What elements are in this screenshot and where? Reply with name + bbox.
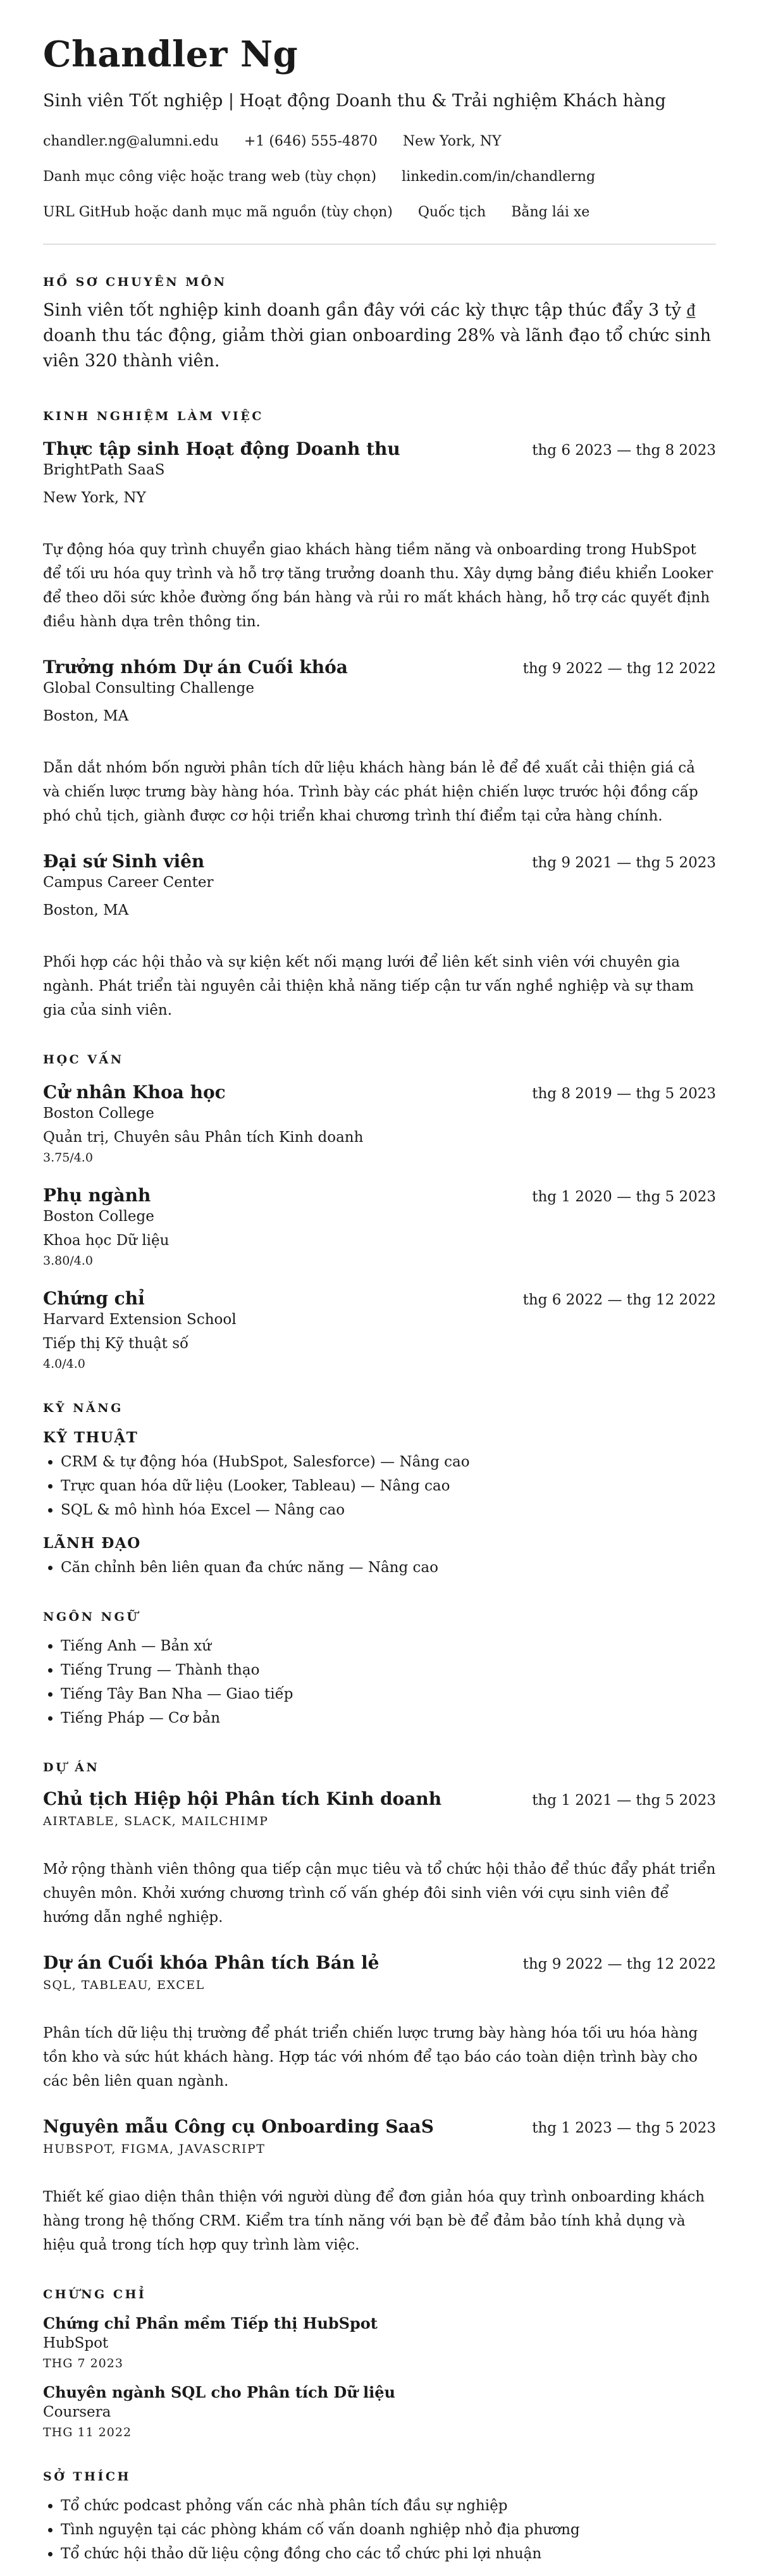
education-field: Khoa học Dữ liệu: [43, 1232, 170, 1249]
certification-entry: [43, 2314, 716, 2370]
education-school: Boston College: [43, 1105, 154, 1122]
skill-item: • CRM & tự động hóa (HubSpot, Salesforce) — Nâng cao: [61, 1450, 716, 1474]
contact-location: New York, NY: [402, 133, 502, 149]
language-item: • Tiếng Anh — Bản xứ: [61, 1634, 716, 1658]
header-divider: [43, 244, 716, 245]
interest-item: • Tổ chức hội thảo dữ liệu cộng đồng cho các tổ chức phi lợi nhuận: [61, 2542, 716, 2566]
experience-dates: thg 9 2022 — thg 12 2022: [522, 660, 716, 677]
project-name: Chủ tịch Hiệp hội Phân tích Kinh doanh: [43, 1788, 442, 1809]
certification-name: Chứng chỉ Phần mềm Tiếp thị HubSpot: [43, 2313, 378, 2332]
contact-phone[interactable]: +1 (646) 555-4870: [244, 133, 378, 149]
contact-linkedin[interactable]: linkedin.com/in/chandlerng: [402, 168, 596, 185]
project-desc: Phân tích dữ liệu thị trường để phát triển chiến lược trưng bày hàng hóa tối ưu hóa hàng tồn kho và sức hút khách hàng. Hợp tác với nhóm để tạo báo cáo toàn diện trình bày cho các bên liên quan ngành.: [43, 2024, 698, 2090]
experience-role: Đại sứ Sinh viên: [43, 850, 205, 872]
education-field: Quản trị, Chuyên sâu Phân tích Kinh doanh: [43, 1129, 364, 1146]
education-school: Boston College: [43, 1208, 154, 1225]
experience-dates: thg 6 2023 — thg 8 2023: [532, 442, 716, 459]
certification-date: THG 11 2022: [43, 2425, 132, 2439]
certification-entry: [43, 2383, 716, 2439]
language-item: • Tiếng Trung — Thành thạo: [61, 1658, 716, 1682]
skill-list: [43, 1556, 716, 1580]
experience-role: Thực tập sinh Hoạt động Doanh thu: [43, 438, 400, 459]
section-title-languages: NGÔN NGỮ: [43, 1609, 140, 1624]
project-dates: thg 1 2021 — thg 5 2023: [532, 1792, 716, 1809]
project-name: Nguyên mẫu Công cụ Onboarding SaaS: [43, 2115, 434, 2137]
project-tech: AIRTABLE, SLACK, MAILCHIMP: [43, 1814, 269, 1828]
experience-location: Boston, MA: [43, 707, 129, 724]
experience-org: Global Consulting Challenge: [43, 679, 254, 697]
project-entry: [43, 1952, 716, 2093]
education-gpa: 3.75/4.0: [43, 1150, 93, 1165]
contact-row-3: [43, 202, 716, 223]
certification-issuer: Coursera: [43, 2403, 111, 2420]
contact-license: Bằng lái xe: [511, 204, 590, 220]
project-dates: thg 1 2023 — thg 5 2023: [532, 2119, 716, 2136]
project-desc: Thiết kế giao diện thân thiện với người dùng để đơn giản hóa quy trình onboarding khách hàng trong hệ thống CRM. Kiểm tra tính năng với bạn bè để đảm bảo tính khả dụng và hiệu quả trong tích hợp quy trình làm việc.: [43, 2188, 705, 2253]
skill-item: • Căn chỉnh bên liên quan đa chức năng — Nâng cao: [61, 1556, 716, 1580]
experience-entry: [43, 438, 716, 634]
education-school: Harvard Extension School: [43, 1311, 237, 1328]
project-name: Dự án Cuối khóa Phân tích Bán lẻ: [43, 1952, 379, 1973]
education-entry: [43, 1082, 716, 1165]
education-dates: thg 6 2022 — thg 12 2022: [522, 1291, 716, 1308]
education-field: Tiếp thị Kỹ thuật số: [43, 1335, 189, 1352]
candidate-subtitle: Sinh viên Tốt nghiệp | Hoạt động Doanh thu & Trải nghiệm Khách hàng: [43, 90, 666, 111]
contact-portfolio[interactable]: Danh mục công việc hoặc trang web (tùy chọn): [43, 168, 377, 185]
section-title-summary: HỒ SƠ CHUYÊN MÔN: [43, 275, 227, 289]
education-degree: Cử nhân Khoa học: [43, 1081, 226, 1103]
section-title-experience: KINH NGHIỆM LÀM VIỆC: [43, 409, 264, 423]
contact-row-1: [43, 131, 716, 152]
skill-group-title: LÃNH ĐẠO: [43, 1534, 141, 1552]
project-entry: [43, 1788, 716, 1929]
candidate-name: Chandler Ng: [43, 34, 299, 75]
project-tech: HUBSPOT, FIGMA, JAVASCRIPT: [43, 2141, 266, 2156]
education-dates: thg 1 2020 — thg 5 2023: [532, 1188, 716, 1205]
project-entry: [43, 2116, 716, 2257]
project-dates: thg 9 2022 — thg 12 2022: [522, 1955, 716, 1972]
experience-dates: thg 9 2021 — thg 5 2023: [532, 854, 716, 871]
experience-location: Boston, MA: [43, 901, 129, 919]
experience-org: Campus Career Center: [43, 874, 214, 891]
skill-group-title: KỸ THUẬT: [43, 1428, 139, 1446]
language-item: • Tiếng Pháp — Cơ bản: [61, 1706, 716, 1730]
skill-item: • Trực quan hóa dữ liệu (Looker, Tableau) — Nâng cao: [61, 1474, 716, 1498]
interest-item: • Tình nguyện tại các phòng khám cố vấn doanh nghiệp nhỏ địa phương: [61, 2518, 716, 2542]
summary-text: Sinh viên tốt nghiệp kinh doanh gần đây với các kỳ thực tập thúc đẩy 3 tỷ ₫ doanh thu tác động, giảm thời gian onboarding 28% và lãnh đạo tổ chức sinh viên 320 thành viên.: [43, 300, 712, 371]
certification-name: Chuyên ngành SQL cho Phân tích Dữ liệu: [43, 2382, 395, 2401]
education-gpa: 3.80/4.0: [43, 1253, 93, 1268]
education-degree: Phụ ngành: [43, 1184, 151, 1206]
skill-list: [43, 1450, 716, 1522]
section-title-certifications: CHỨNG CHỈ: [43, 2287, 147, 2301]
certification-issuer: HubSpot: [43, 2334, 109, 2351]
contact-nationality: Quốc tịch: [417, 204, 486, 220]
skill-item: • SQL & mô hình hóa Excel — Nâng cao: [61, 1498, 716, 1522]
language-item: • Tiếng Tây Ban Nha — Giao tiếp: [61, 1682, 716, 1706]
experience-role: Trưởng nhóm Dự án Cuối khóa: [43, 656, 348, 678]
project-desc: Mở rộng thành viên thông qua tiếp cận mục tiêu và tổ chức hội thảo để thúc đẩy phát triển chuyên môn. Khởi xướng chương trình cố vấn ghép đôi sinh viên với cựu sinh viên để hướng dẫn nghề nghiệp.: [43, 1861, 716, 1926]
section-title-skills: KỸ NĂNG: [43, 1401, 123, 1415]
experience-desc: Phối hợp các hội thảo và sự kiện kết nối mạng lưới để liên kết sinh viên với chuyên gia ngành. Phát triển tài nguyên cải thiện khả năng tiếp cận tư vấn nghề nghiệp và sự tham gia của sinh viên.: [43, 953, 694, 1019]
experience-entry: [43, 657, 716, 828]
experience-entry: [43, 851, 716, 1022]
project-tech: SQL, TABLEAU, EXCEL: [43, 1978, 205, 1992]
certification-date: THG 7 2023: [43, 2356, 123, 2370]
education-degree: Chứng chỉ: [43, 1287, 145, 1309]
contact-row-2: [43, 166, 716, 188]
education-dates: thg 8 2019 — thg 5 2023: [532, 1085, 716, 1102]
language-list: [43, 1634, 716, 1730]
section-title-education: HỌC VẤN: [43, 1052, 124, 1067]
education-entry: [43, 1185, 716, 1268]
interest-list: [43, 2494, 716, 2566]
section-title-projects: DỰ ÁN: [43, 1760, 100, 1774]
education-gpa: 4.0/4.0: [43, 1356, 85, 1371]
experience-desc: Dẫn dắt nhóm bốn người phân tích dữ liệu khách hàng bán lẻ để đề xuất cải thiện giá cả và chiến lược trưng bày hàng hóa. Trình bày các phát hiện chiến lược trước hội đồng cấp phó chủ tịch, giành được cơ hội triển khai chương trình thí điểm tại cửa hàng chính.: [43, 759, 698, 824]
education-entry: [43, 1288, 716, 1371]
contact-email[interactable]: chandler.ng@alumni.edu: [43, 133, 219, 149]
experience-location: New York, NY: [43, 489, 146, 506]
experience-org: BrightPath SaaS: [43, 461, 165, 478]
interest-item: • Tổ chức podcast phỏng vấn các nhà phân tích đầu sự nghiệp: [61, 2494, 716, 2518]
experience-desc: Tự động hóa quy trình chuyển giao khách hàng tiềm năng và onboarding trong HubSpot để tối ưu hóa quy trình và hỗ trợ tăng trưởng doanh thu. Xây dựng bảng điều khiển Looker để theo dõi sức khỏe đường ống bán hàng và rủi ro mất khách hàng, hỗ trợ các quyết định điều hành dựa trên thông tin.: [43, 541, 713, 630]
contact-github[interactable]: URL GitHub hoặc danh mục mã nguồn (tùy chọn): [43, 204, 393, 220]
section-title-interests: SỞ THÍCH: [43, 2469, 131, 2484]
